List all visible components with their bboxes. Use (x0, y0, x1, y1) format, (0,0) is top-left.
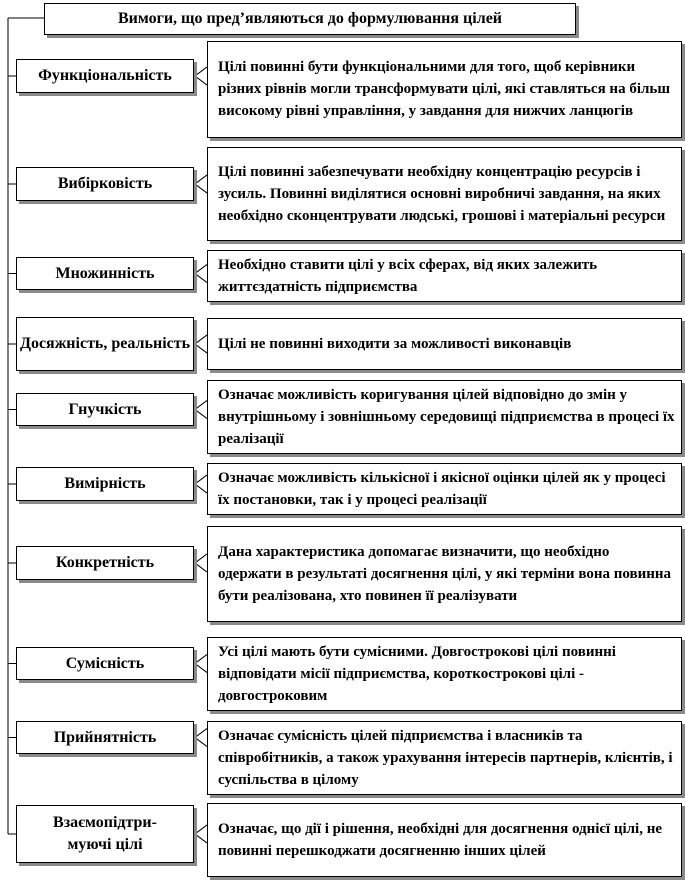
diagram-title: Вимоги, що пред’являються до формулювання цілей (44, 3, 576, 35)
requirement-mutual-support: Взаємопідтри- муючі цілі (16, 805, 194, 863)
requirement-achievability: Досяжність, реальність (16, 317, 194, 371)
description-acceptability: Означає сумісність цілей підприємства і власників та співробітників, а також урахування інтересів партнерів, клієнтів, і суспільства в цілому (207, 721, 682, 795)
callout-pointer (195, 825, 207, 843)
description-concreteness: Дана характеристика допомагає визначити, що необхідно одержати в результаті досягнення цілі, у які терміни вона повинна бути реалізована, хто повинен її реалізувати (207, 526, 682, 622)
requirement-flexibility: Гнучкість (16, 393, 194, 426)
requirement-functionality: Функціональність (16, 59, 194, 93)
callout-pointer (195, 554, 207, 572)
requirement-multiplicity: Множинність (16, 257, 194, 290)
description-achievability: Цілі не повинні виходити за можливості виконавців (207, 318, 682, 370)
description-multiplicity: Необхідно ставити цілі у всіх сферах, від яких залежить життєздатність підприємства (207, 250, 682, 302)
callout-pointer (195, 729, 207, 747)
description-flexibility: Означає можливість коригування цілей відповідно до змін у внутрішньому і зовнішньому середовищі підприємства в процесі їх реалізації (207, 380, 682, 454)
requirement-measurability: Вимірність (16, 467, 194, 501)
description-measurability: Означає можливість кількісної і якісної оцінки цілей як у процесі їх постановки, так і у процесі реалізації (207, 463, 682, 515)
callout-pointer (195, 175, 207, 193)
callout-pointer (195, 67, 207, 85)
description-selectivity: Цілі повинні забезпечувати необхідну концентрацію ресурсів і зусиль. Повинні виділятися основні виробничі завдання, на яких необхідно сконцентрувати людські, грошові і матеріальні ресурси (207, 147, 682, 241)
callout-pointer (195, 655, 207, 673)
requirement-selectivity: Вибірковість (16, 167, 194, 201)
description-compatibility: Усі цілі мають бути сумісними. Довгострокові цілі повинні відповідати місії підприємства, короткострокові цілі - довгостроковим (207, 637, 682, 711)
callout-pointer (195, 475, 207, 493)
description-functionality: Цілі повинні бути функціональними для того, щоб керівники різних рівнів могли трансформувати цілі, які ставляться на більш високому рівні управління, у завдання для нижчих ланцюгів (207, 41, 682, 138)
callout-pointer (195, 265, 207, 283)
requirement-concreteness: Конкретність (16, 546, 194, 580)
requirement-compatibility: Сумісність (16, 647, 194, 680)
requirement-acceptability: Прийнятність (16, 721, 194, 754)
description-mutual-support: Означає, що дії і рішення, необхідні для досягнення однієї цілі, не повинні перешкоджати досягненню інших цілей (207, 803, 682, 877)
callout-pointer (195, 401, 207, 419)
callout-pointer (195, 335, 207, 353)
